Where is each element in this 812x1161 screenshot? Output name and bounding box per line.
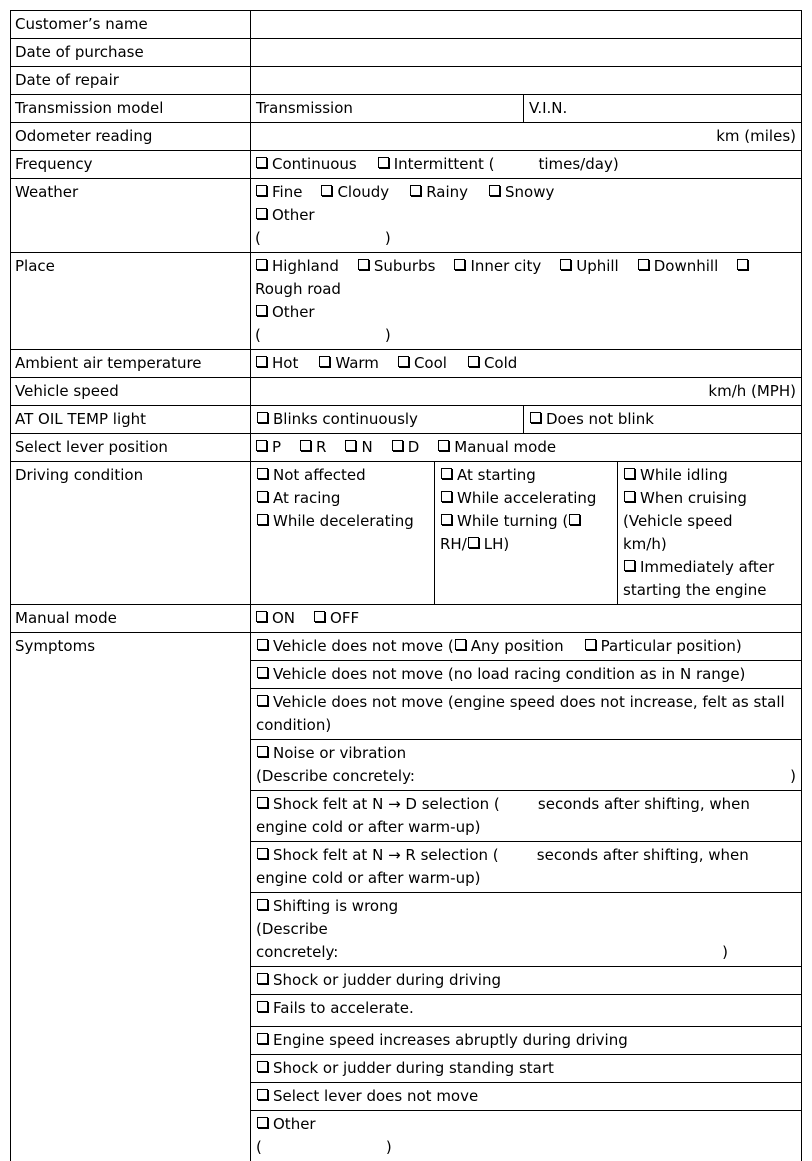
symptom-row [251, 893, 801, 967]
while-idling-checkbox[interactable] [624, 468, 635, 479]
lever-r-label: R [316, 438, 326, 456]
place-other-label: Other [272, 303, 315, 321]
noise-describe-close: ) [790, 765, 796, 788]
symptom-other-close: ) [386, 1138, 392, 1156]
ambient-warm-label: Warm [335, 354, 379, 372]
place-label: Place [11, 253, 251, 350]
symptom-standing-start-checkbox[interactable] [257, 1061, 268, 1072]
weather-rainy-label: Rainy [426, 183, 468, 201]
manual-off-checkbox[interactable] [314, 611, 325, 622]
symptom-fails-accelerate-label: Fails to accelerate. [273, 999, 414, 1017]
noise-describe-label: (Describe concretely: [256, 767, 415, 785]
while-decelerating-checkbox[interactable] [257, 514, 268, 525]
odometer-field[interactable] [251, 123, 802, 151]
ambient-cool-label: Cool [414, 354, 447, 372]
symptom-row [251, 1111, 801, 1161]
particular-position-checkbox[interactable] [585, 639, 596, 650]
weather-cloudy-checkbox[interactable] [321, 185, 332, 196]
transmission-field[interactable]: Transmission [251, 95, 524, 122]
frequency-continuous-checkbox[interactable] [256, 157, 267, 168]
place-highland-checkbox[interactable] [256, 259, 267, 270]
place-rough-road-label: Rough road [255, 280, 341, 298]
blinks-continuously-label: Blinks continuously [273, 410, 418, 428]
place-other-checkbox[interactable] [256, 305, 267, 316]
symptom-row [251, 791, 801, 842]
place-other-close: ) [385, 326, 391, 344]
symptom-lever-not-move-checkbox[interactable] [257, 1089, 268, 1100]
while-idling-label: While idling [640, 466, 728, 484]
weather-cloudy-label: Cloudy [337, 183, 389, 201]
symptom-shock-nr-label: Shock felt at N → R selection ( seconds after shifting, when engine cold or after warm-up) [256, 846, 754, 887]
turning-rh-checkbox[interactable] [569, 514, 580, 525]
weather-rainy-checkbox[interactable] [410, 185, 421, 196]
any-position-checkbox[interactable] [455, 639, 466, 650]
frequency-times-label: times/day) [538, 155, 618, 173]
weather-snowy-checkbox[interactable] [489, 185, 500, 196]
weather-other-label: Other [272, 206, 315, 224]
symptom-stall-label: Vehicle does not move (engine speed does not increase, felt as stall condition) [256, 693, 785, 734]
when-cruising-label: When cruising [640, 489, 747, 507]
customer-name-label: Customer’s name [11, 11, 251, 39]
date-of-purchase-field[interactable] [251, 39, 802, 67]
place-inner-city-checkbox[interactable] [454, 259, 465, 270]
blinks-continuously-checkbox[interactable] [257, 412, 268, 423]
manual-off-label: OFF [330, 609, 359, 627]
weather-other-open: ( [255, 229, 261, 247]
symptom-judder-driving-checkbox[interactable] [257, 973, 268, 984]
symptom-row [251, 842, 801, 893]
place-other-open: ( [255, 326, 261, 344]
symptom-other-checkbox[interactable] [257, 1117, 268, 1128]
place-highland-label: Highland [272, 257, 339, 275]
date-of-repair-label: Date of repair [11, 67, 251, 95]
symptom-row [251, 661, 801, 689]
symptom-shock-nd-label: Shock felt at N → D selection ( seconds after shifting, when engine cold or after warm-up) [256, 795, 755, 836]
lever-d-checkbox[interactable] [392, 440, 403, 451]
cruising-speed-label: (Vehicle speed [623, 512, 733, 530]
shifting-describe-label: (Describe [256, 920, 328, 938]
vehicle-speed-unit: km/h (MPH) [708, 382, 796, 400]
at-racing-label: At racing [273, 489, 340, 507]
manual-on-checkbox[interactable] [256, 611, 267, 622]
symptom-shifting-wrong-checkbox[interactable] [257, 899, 268, 910]
at-oil-temp-label: AT OIL TEMP light [11, 406, 251, 434]
at-starting-checkbox[interactable] [441, 468, 452, 479]
symptoms-label: Symptoms [11, 633, 251, 1161]
ambient-cold-checkbox[interactable] [468, 356, 479, 367]
not-affected-label: Not affected [273, 466, 366, 484]
transmission-model-label: Transmission model [11, 95, 251, 123]
weather-fine-label: Fine [272, 183, 302, 201]
vin-field[interactable]: V.I.N. [524, 95, 802, 122]
symptom-row [251, 1083, 801, 1111]
symptom-row [251, 1055, 801, 1083]
symptom-engine-speed-label: Engine speed increases abruptly during driving [273, 1031, 628, 1049]
symptom-fails-accelerate-checkbox[interactable] [257, 1001, 268, 1012]
symptom-standing-start-label: Shock or judder during standing start [273, 1059, 554, 1077]
place-uphill-checkbox[interactable] [560, 259, 571, 270]
symptom-noise-label: Noise or vibration [273, 744, 406, 762]
frequency-label: Frequency [11, 151, 251, 179]
date-of-purchase-label: Date of purchase [11, 39, 251, 67]
weather-snowy-label: Snowy [505, 183, 554, 201]
symptom-shock-nd-checkbox[interactable] [257, 797, 268, 808]
does-not-blink-label: Does not blink [546, 410, 654, 428]
symptom-row [251, 967, 801, 995]
symptom-stall-checkbox[interactable] [257, 695, 268, 706]
ambient-warm-checkbox[interactable] [319, 356, 330, 367]
ambient-hot-label: Hot [272, 354, 298, 372]
weather-other-checkbox[interactable] [256, 208, 267, 219]
place-downhill-label: Downhill [654, 257, 719, 275]
lever-p-label: P [272, 438, 281, 456]
weather-label: Weather [11, 179, 251, 253]
select-lever-label: Select lever position [11, 434, 251, 462]
place-downhill-checkbox[interactable] [638, 259, 649, 270]
while-accelerating-label: While accelerating [457, 489, 596, 507]
while-turning-label: While turning ( [457, 512, 568, 530]
starting-engine-label: starting the engine [623, 581, 766, 599]
ambient-hot-checkbox[interactable] [256, 356, 267, 367]
lever-n-checkbox[interactable] [345, 440, 356, 451]
lever-manual-mode-checkbox[interactable] [438, 440, 449, 451]
lever-manual-mode-label: Manual mode [454, 438, 556, 456]
vehicle-speed-field[interactable] [251, 378, 802, 406]
symptom-row [251, 740, 801, 791]
particular-position-label: Particular position) [601, 637, 742, 655]
symptom-row [251, 633, 801, 661]
when-cruising-checkbox[interactable] [624, 491, 635, 502]
symptom-no-load-label: Vehicle does not move (no load racing condition as in N range) [273, 665, 745, 683]
symptom-noise-checkbox[interactable] [257, 746, 268, 757]
symptom-row [251, 995, 801, 1027]
symptom-row [251, 689, 801, 740]
frequency-continuous-label: Continuous [272, 155, 357, 173]
vehicle-speed-label: Vehicle speed [11, 378, 251, 406]
driving-condition-label: Driving condition [11, 462, 251, 605]
symptom-other-open: ( [256, 1138, 262, 1156]
weather-fine-checkbox[interactable] [256, 185, 267, 196]
not-affected-checkbox[interactable] [257, 468, 268, 479]
place-suburbs-label: Suburbs [374, 257, 436, 275]
diagnosis-form [10, 10, 802, 1161]
symptom-lever-not-move-label: Select lever does not move [273, 1087, 478, 1105]
symptom-no-load-checkbox[interactable] [257, 667, 268, 678]
immediately-after-checkbox[interactable] [624, 560, 635, 571]
at-racing-checkbox[interactable] [257, 491, 268, 502]
symptom-other-label: Other [273, 1115, 316, 1133]
ambient-temp-label: Ambient air temperature [11, 350, 251, 378]
symptom-engine-speed-checkbox[interactable] [257, 1033, 268, 1044]
odometer-label: Odometer reading [11, 123, 251, 151]
symptom-not-move-label: Vehicle does not move ( [273, 637, 454, 655]
place-rough-road-checkbox[interactable] [737, 259, 748, 270]
weather-other-close: ) [385, 229, 391, 247]
lever-p-checkbox[interactable] [256, 440, 267, 451]
at-starting-label: At starting [457, 466, 536, 484]
place-uphill-label: Uphill [576, 257, 619, 275]
while-accelerating-checkbox[interactable] [441, 491, 452, 502]
while-turning-checkbox[interactable] [441, 514, 452, 525]
customer-name-field[interactable] [251, 11, 802, 39]
frequency-intermittent-checkbox[interactable] [378, 157, 389, 168]
any-position-label: Any position [471, 637, 564, 655]
symptom-row [251, 1027, 801, 1055]
shifting-concretely-label: concretely: [256, 943, 338, 961]
turning-rh-label: RH/ [440, 535, 467, 553]
date-of-repair-field[interactable] [251, 67, 802, 95]
symptom-shock-nr-checkbox[interactable] [257, 848, 268, 859]
does-not-blink-checkbox[interactable] [530, 412, 541, 423]
lever-n-label: N [361, 438, 372, 456]
ambient-cold-label: Cold [484, 354, 517, 372]
place-suburbs-checkbox[interactable] [358, 259, 369, 270]
shifting-describe-close: ) [722, 941, 728, 964]
symptom-shifting-wrong-label: Shifting is wrong [273, 897, 398, 915]
place-inner-city-label: Inner city [470, 257, 541, 275]
turning-lh-checkbox[interactable] [468, 537, 479, 548]
symptom-not-move-checkbox[interactable] [257, 639, 268, 650]
ambient-cool-checkbox[interactable] [398, 356, 409, 367]
frequency-intermittent-label: Intermittent ( [394, 155, 495, 173]
turning-lh-label: LH) [484, 535, 510, 553]
cruising-speed-unit: km/h) [623, 535, 667, 553]
immediately-after-label: Immediately after [640, 558, 774, 576]
odometer-unit: km (miles) [716, 127, 796, 145]
manual-mode-label: Manual mode [11, 605, 251, 633]
lever-r-checkbox[interactable] [300, 440, 311, 451]
symptom-judder-driving-label: Shock or judder during driving [273, 971, 501, 989]
lever-d-label: D [408, 438, 420, 456]
while-decelerating-label: While decelerating [273, 512, 414, 530]
manual-on-label: ON [272, 609, 295, 627]
